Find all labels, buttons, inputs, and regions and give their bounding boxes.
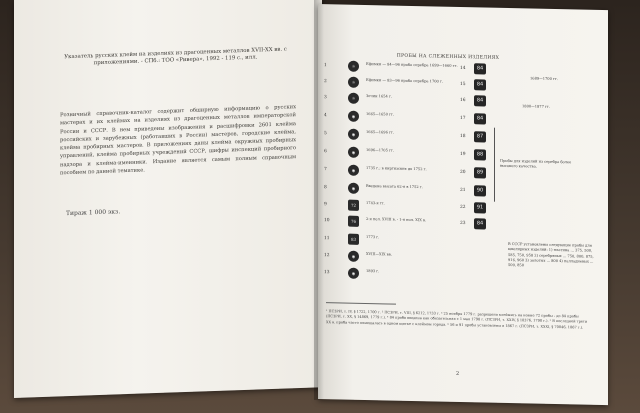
table-row <box>324 267 529 283</box>
bracket-line <box>494 128 495 202</box>
row-number: 16 <box>460 97 466 104</box>
book-gutter <box>314 0 324 400</box>
table-row <box>324 76 529 92</box>
row-number: 5 <box>324 131 327 137</box>
hallmark-stamp: 88 <box>474 149 486 160</box>
hallmark-description: Ефимки — 83—96 проба серебра 1700 г. <box>366 78 443 84</box>
table-row <box>324 146 529 162</box>
hallmark-stamp: ◉ <box>348 183 359 194</box>
table-row <box>324 110 529 126</box>
row-number: 21 <box>460 187 466 194</box>
row-number: 18 <box>460 133 466 140</box>
hallmark-stamp: ◉ <box>348 268 359 279</box>
hallmark-description: Ефимки — 84—96 проба серебра 1699—1660 гг. <box>366 62 458 68</box>
table-row <box>324 60 529 76</box>
hallmark-stamp: ☼ <box>348 93 359 104</box>
row-number: 3 <box>324 95 327 101</box>
table-row <box>324 199 529 215</box>
right-page <box>318 4 608 405</box>
row-number: 20 <box>460 169 466 176</box>
side-note: 1800—1877 гг. <box>522 104 550 109</box>
row-number: 6 <box>324 149 327 155</box>
row-number: 7 <box>324 167 327 173</box>
hallmark-stamp: ◉ <box>348 111 359 122</box>
row-number: 10 <box>324 218 330 224</box>
hallmark-stamp: ☼ <box>348 61 359 72</box>
hallmark-stamp: 87 <box>474 131 486 142</box>
print-run: Тираж 1 000 экз. <box>66 208 121 218</box>
hallmark-stamp: ◉ <box>348 147 359 158</box>
row-number: 12 <box>324 253 330 259</box>
hallmark-description: 1696—1705 гг. <box>366 148 394 153</box>
table-row <box>324 215 529 231</box>
hallmark-stamp: 83 <box>348 234 359 245</box>
row-number: 13 <box>324 270 330 276</box>
hallmark-stamp: 91 <box>474 202 486 213</box>
table-row <box>324 128 529 144</box>
row-number: 22 <box>460 204 466 211</box>
side-note: Пробы для изделий из серебра более высокого качества. <box>500 158 572 169</box>
hallmark-stamp: 90 <box>474 185 486 196</box>
hallmark-stamp: 84 <box>474 63 486 74</box>
hallmark-description: XVIII—XIX вв. <box>366 252 392 257</box>
row-number: 15 <box>460 81 466 88</box>
hallmark-description: 2-я пол. XVIII в. - 1-я пол. XIX в. <box>366 217 427 223</box>
row-number: 23 <box>460 220 466 227</box>
row-number: 9 <box>324 202 327 208</box>
row-number: 11 <box>324 236 330 242</box>
hallmark-description: Зечин 1654 г. <box>366 94 392 99</box>
bibliographic-reference: Указатель русских клейм на изделиях из драгоценных металлов XVII-XX вв. с приложениями. - СПб.: ТОО «Ривера», 1992 - 119 с., илл. <box>64 46 287 67</box>
hallmark-stamp: ☼ <box>348 77 359 88</box>
table-row <box>324 233 529 249</box>
table-row <box>324 92 529 108</box>
hallmark-stamp: ◉ <box>348 129 359 140</box>
hallmark-description: 1893 г. <box>366 269 380 274</box>
hallmark-stamp: 84 <box>474 218 486 229</box>
row-number: 17 <box>460 115 466 122</box>
hallmark-stamp: ◉ <box>348 251 359 262</box>
table-row <box>324 164 529 180</box>
footnote-divider <box>326 302 396 304</box>
ussr-standards-note: В СССР установлены следующие пробы для ювелирных изделий: 1) платина ... 375, 500, 585, 750, 958 2) серебряных ... 750, 800, 875, 916, 960 3) золотых ... 800 4) палладиевых ... 500, 850 <box>508 241 594 268</box>
hallmark-description: Введена высота 62-я в 1752 г. <box>366 184 423 190</box>
row-number: 2 <box>324 79 327 85</box>
catalog-description: Розничный справочник-каталог содержит обширную информацию о русских мастерах и их клеймах на изделиях из драгоценных металлов императорской России и СССР. В нем приведены изображения и расшифровки 2601 клейма российских и зарубежных (работавших в России) мастеров, городские клейма, клейма пробирных мастеров. В приложениях даны клейма окружных пробирных управлений, клейма пробирных учреждений СССР, шифры инспекций пробирного надзора и клейма-именники. Издание является самым полным справочным пособием по данной тематике. <box>60 104 296 177</box>
hallmark-stamp: 84 <box>474 113 486 124</box>
hallmark-stamp: 89 <box>474 167 486 178</box>
left-page <box>14 0 322 398</box>
hallmark-stamp: 84 <box>474 79 486 90</box>
page-number: 2 <box>456 370 460 377</box>
hallmark-stamp: 76 <box>348 216 359 227</box>
hallmark-description: 1665—1696 гг. <box>366 130 394 135</box>
hallmark-stamp: ◉ <box>348 165 359 176</box>
row-number: 19 <box>460 151 466 158</box>
page-title: ПРОБЫ НА СЛЕЖЕННЫХ ИЗДЕЛИЯХ <box>396 53 500 61</box>
row-number: 1 <box>324 63 327 69</box>
row-number: 14 <box>460 65 466 72</box>
hallmark-description: 1773 г. <box>366 235 380 240</box>
table-row <box>324 182 529 198</box>
hallmark-description: 1735 г.; в киргизских до 1752 г. <box>366 166 427 172</box>
hallmark-stamp: 72 <box>348 200 359 211</box>
hallmark-description: 1743-я гг. <box>366 201 385 206</box>
row-number: 8 <box>324 185 327 191</box>
row-number: 4 <box>324 113 327 119</box>
footnotes: ¹ ПСЗРИ, т. IV, § 1722, 1700 г. ² ПСЗРИ, т. VIII, § 6212, 1733 г. ³ 25 ноября 1779 г. разрешено клеймить на новые 72 пробы - до 84 пробы (ПСЗРИ, т. XX, § 14869, 1779 г.). ⁴ 84 проба введена как обязательная с 1 мая 1798 г. (ПСЗРИ, т. XXIV, § 18376, 1798 г.). ⁵ В последней трети XX в. проба часто помещалась в одном щитке с клеймом города. ⁶ 56 и 91 пробы установлены в 1867 г. (ПСЗРИ, т. XXXI, § 70046, 1867 г.). <box>326 309 588 330</box>
table-row <box>324 250 529 266</box>
hallmark-description: 1665—1650 гг. <box>366 112 394 117</box>
hallmark-stamp: 84 <box>474 95 486 106</box>
side-note: 1689—1700 гг. <box>530 76 558 82</box>
